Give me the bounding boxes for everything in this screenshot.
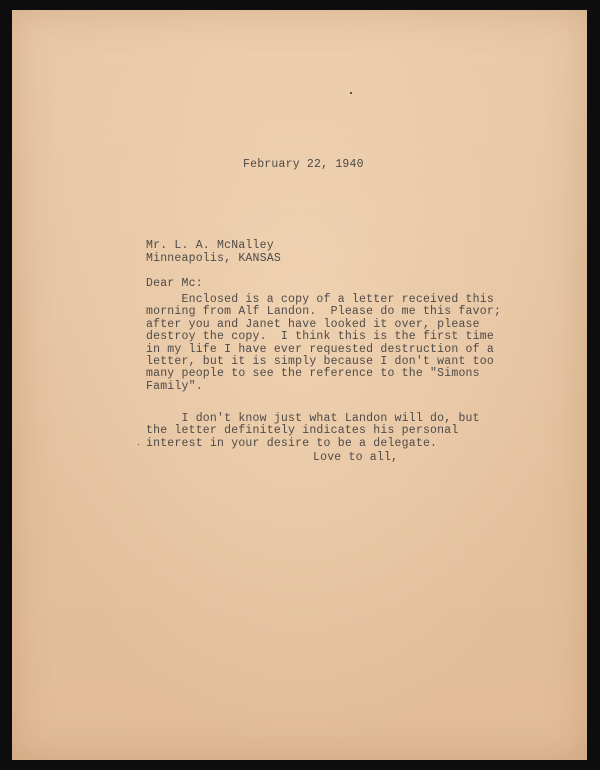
body-line: I don't know just what Landon will do, but [146,412,480,425]
letter-page [12,10,587,760]
body-line: many people to see the reference to the "Simons [146,367,480,381]
letter-date: February 22, 1940 [243,158,364,171]
body-line: after you and Janet have looked it over, please [146,317,480,331]
recipient-name: Mr. L. A. McNalley [146,239,274,252]
body-line: Family". [146,379,203,393]
body-line: Enclosed is a copy of a letter received this [146,293,494,306]
body-paragraph-2 [146,413,480,450]
body-line: the letter definitely indicates his personal [146,424,459,438]
salutation: Dear Mc: [146,277,203,290]
body-line: in my life I have ever requested destruction of a [146,342,494,356]
paper-speck [350,92,352,94]
body-line: destroy the copy. I think this is the first time [146,330,494,344]
body-paragraph-1 [146,294,501,393]
recipient-city: Minneapolis, KANSAS [146,252,281,265]
body-line: interest in your desire to be a delegate. [146,436,438,450]
paper-speck [138,444,139,445]
body-line: morning from Alf Landon. Please do me this favor; [146,305,502,319]
closing: Love to all, [313,451,399,464]
body-line: letter, but it is simply because I don't want too [146,355,494,369]
